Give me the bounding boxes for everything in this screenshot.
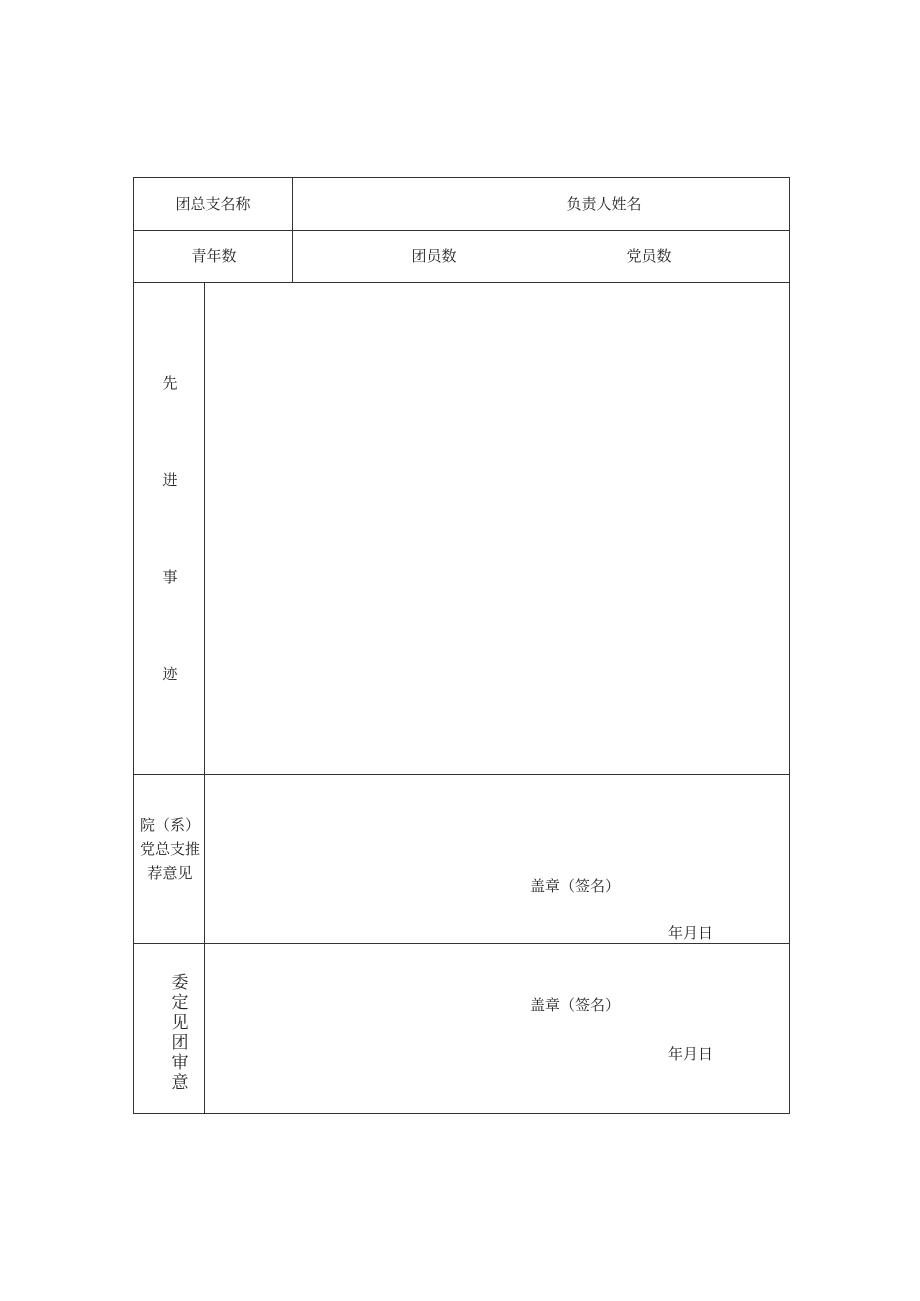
college-recommendation-label: 院（系）党总支推荐意见 bbox=[139, 816, 200, 882]
league-date: 年月日 bbox=[668, 1045, 714, 1063]
league-seal-signature: 盖章（签名） bbox=[530, 996, 621, 1014]
youth-count-label: 青年数 bbox=[191, 247, 237, 265]
achievement-label-char-2: 进 bbox=[162, 471, 178, 489]
party-member-count-label: 党员数 bbox=[626, 247, 672, 265]
leader-name-label: 负责人姓名 bbox=[566, 195, 642, 213]
column-divider-header bbox=[292, 178, 293, 282]
achievement-label-char-4: 迹 bbox=[162, 665, 178, 683]
achievement-label-char-3: 事 bbox=[162, 568, 178, 586]
college-seal-signature: 盖章（签名） bbox=[530, 877, 621, 895]
college-date: 年月日 bbox=[668, 924, 714, 942]
award-form-table bbox=[133, 177, 790, 1114]
league-committee-review-label: 委定见团审意 bbox=[171, 973, 189, 1093]
achievements-content-area[interactable] bbox=[205, 283, 789, 773]
college-recommendation-content-area[interactable] bbox=[205, 775, 789, 942]
row-divider-1 bbox=[134, 230, 789, 231]
branch-name-label: 团总支名称 bbox=[175, 195, 251, 213]
league-review-content-area[interactable] bbox=[205, 944, 789, 1113]
league-member-count-label: 团员数 bbox=[411, 247, 457, 265]
achievement-label-char-1: 先 bbox=[162, 374, 178, 392]
